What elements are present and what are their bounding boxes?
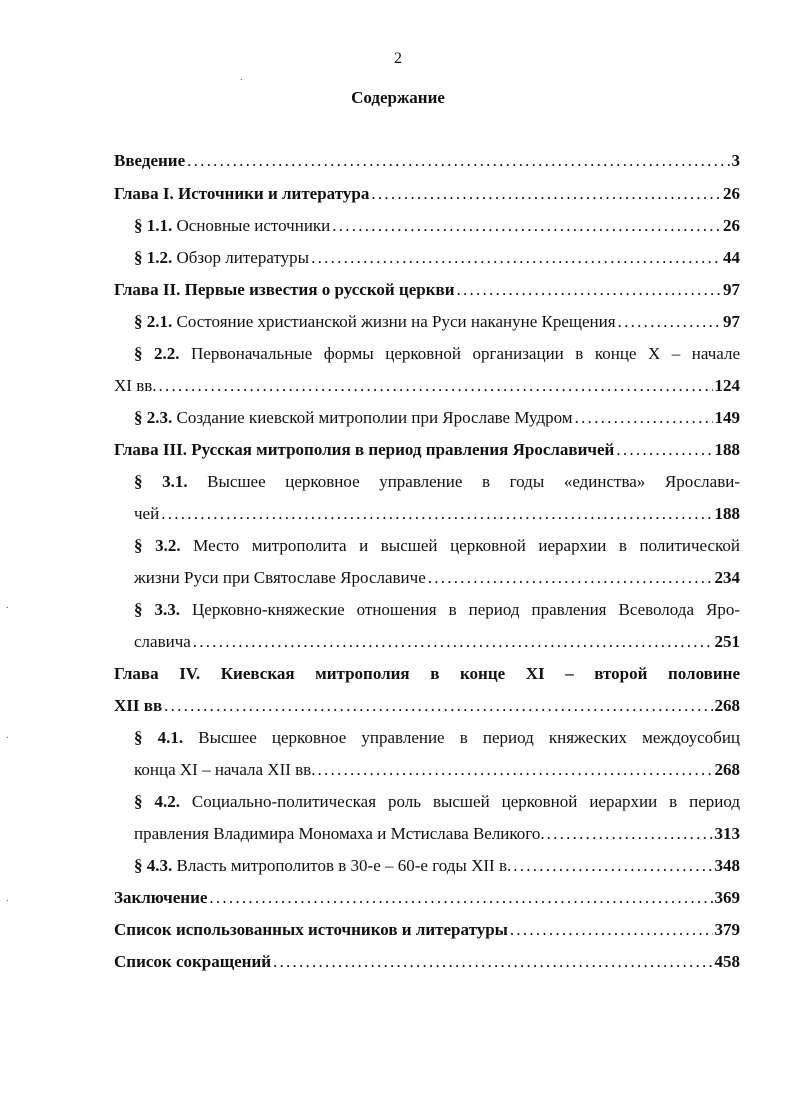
entry-title: Состояние христианской жизни на Руси накануне Крещения [176,312,616,331]
toc-entry-section-3-3-line1[interactable] [134,599,740,621]
dot-leader [575,407,713,429]
entry-title: Основные источники [176,216,331,235]
entry-number: § 1.2. [134,248,173,267]
entry-label [134,407,573,429]
dot-leader [428,567,713,589]
dot-leader [193,631,713,653]
entry-label [134,247,309,269]
toc-entry-intro[interactable] [114,150,740,172]
entry-title: Место митрополита и высшей церковной иерархии в политической [193,536,740,555]
entry-title: Первоначальные формы церковной организации в конце X – начале [191,344,740,363]
entry-page: 26 [723,216,740,235]
dot-leader [317,759,712,781]
entry-page: 369 [714,888,740,907]
entry-number: § 4.1. [134,728,184,747]
toc-entry-section-3-2-line1[interactable] [134,535,740,557]
entry-page: 124 [714,376,740,395]
entry-page: 26 [723,184,740,203]
toc-entry-chapter-4-line2[interactable] [114,695,740,717]
entry-label: Глава II. Первые известия о русской церкви [114,280,455,299]
entry-number: § 3.2. [134,536,181,555]
dot-leader [209,887,712,909]
entry-page: 268 [714,760,740,779]
toc-entry-section-2-3[interactable] [134,407,740,429]
entry-page: 234 [714,568,740,587]
entry-page: 97 [723,312,740,331]
toc-entry-chapter-1[interactable] [114,183,740,205]
toc-title: Содержание [351,88,445,107]
entry-title-continued: жизни Руси при Святославе Ярославиче [134,568,426,587]
dot-leader [547,823,713,845]
entry-page: 268 [714,696,740,715]
entry-title-continued: XII вв [114,696,163,715]
entry-title: Высшее церковное управление в годы «единства» Ярослави- [207,472,740,491]
scan-speck: . [6,600,9,611]
dot-leader [159,375,713,397]
entry-page: 348 [714,856,740,875]
toc-entry-section-1-2[interactable] [134,247,740,269]
toc-entry-section-2-2-line1[interactable] [134,343,740,365]
entry-title: Глава IV. Киевская митрополия в конце XI – второй половине [114,664,740,683]
toc-entry-section-2-2-line2[interactable] [114,375,740,397]
dot-leader [187,150,729,172]
entry-label: Глава III. Русская митрополия в период правления Ярославичей [114,440,615,459]
entry-page: 379 [714,920,740,939]
toc-entry-section-4-1-line2[interactable] [134,759,740,781]
entry-page: 188 [714,504,740,523]
toc-entry-conclusion[interactable] [114,887,740,909]
dot-leader [311,247,721,269]
entry-number: § 2.3. [134,408,173,427]
entry-label [134,311,616,333]
dot-leader [513,855,712,877]
entry-title: Обзор литературы [176,248,310,267]
entry-page: 3 [731,151,740,170]
entry-label: Введение [114,151,186,170]
entry-title-continued: чей [134,504,160,523]
entry-title: Создание киевской митрополии при Ярославе Мудром [176,408,573,427]
toc-entry-section-2-1[interactable] [134,311,740,333]
entry-title: Высшее церковное управление в период княжеских междоусобиц [198,728,740,747]
toc-entry-section-3-3-line2[interactable] [134,631,740,653]
toc-entry-abbreviations[interactable] [114,951,740,973]
toc-entry-chapter-4-line1[interactable] [114,663,740,685]
entry-number: § 2.1. [134,312,173,331]
toc-entry-section-3-1-line2[interactable] [134,503,740,525]
toc-entry-sources[interactable] [114,919,740,941]
entry-label: Список сокращений [114,952,272,971]
entry-page: 251 [714,632,740,651]
dot-leader [510,919,713,941]
entry-page: 149 [714,408,740,427]
toc-entry-section-4-2-line2[interactable] [134,823,740,845]
dot-leader [618,311,721,333]
entry-number: § 4.2. [134,792,180,811]
toc-entry-section-4-1-line1[interactable] [134,727,740,749]
entry-number: § 2.2. [134,344,180,363]
toc-entry-section-4-2-line1[interactable] [134,791,740,813]
toc-entry-section-3-2-line2[interactable] [134,567,740,589]
entry-label: Заключение [114,888,208,907]
scan-speck: . [6,730,9,741]
entry-page: 97 [723,280,740,299]
entry-number: § 4.3. [134,856,173,875]
dot-leader [332,215,721,237]
entry-number: § 3.3. [134,600,180,619]
entry-title: Власть митрополитов в 30-е – 60-е годы XII в. [176,856,512,875]
page-number: 2 [394,50,402,67]
entry-title: Социально-политическая роль высшей церковной иерархии в период [191,792,740,811]
toc-entry-section-4-3[interactable] [134,855,740,877]
entry-page: 313 [714,824,740,843]
dot-leader [371,183,721,205]
toc-entry-chapter-2[interactable] [114,279,740,301]
toc-entry-section-1-1[interactable] [134,215,740,237]
entry-title-continued: конца XI – начала XII вв. [134,760,316,779]
dot-leader [164,695,712,717]
dot-leader [273,951,712,973]
dot-leader [457,279,722,301]
entry-label: Глава I. Источники и литература [114,184,370,203]
entry-page: 458 [714,952,740,971]
entry-number: § 1.1. [134,216,173,235]
scan-speck: . [240,72,243,83]
entry-page: 188 [714,440,740,459]
entry-page: 44 [723,248,740,267]
entry-title-continued: XI вв. [114,376,157,395]
dot-leader [161,503,712,525]
entry-label: Список использованных источников и литературы [114,920,508,939]
scan-speck: . [6,893,9,904]
toc-entry-section-3-1-line1[interactable] [134,471,740,493]
toc-entry-chapter-3[interactable] [114,439,740,461]
entry-label [134,855,511,877]
entry-label [134,215,330,237]
entry-title-continued: правления Владимира Мономаха и Мстислава Великого. [134,824,545,843]
dot-leader [616,439,712,461]
entry-number: § 3.1. [134,472,188,491]
entry-title: Церковно-княжеские отношения в период правления Всеволода Яро- [192,600,740,619]
entry-title-continued: славича [134,632,191,651]
